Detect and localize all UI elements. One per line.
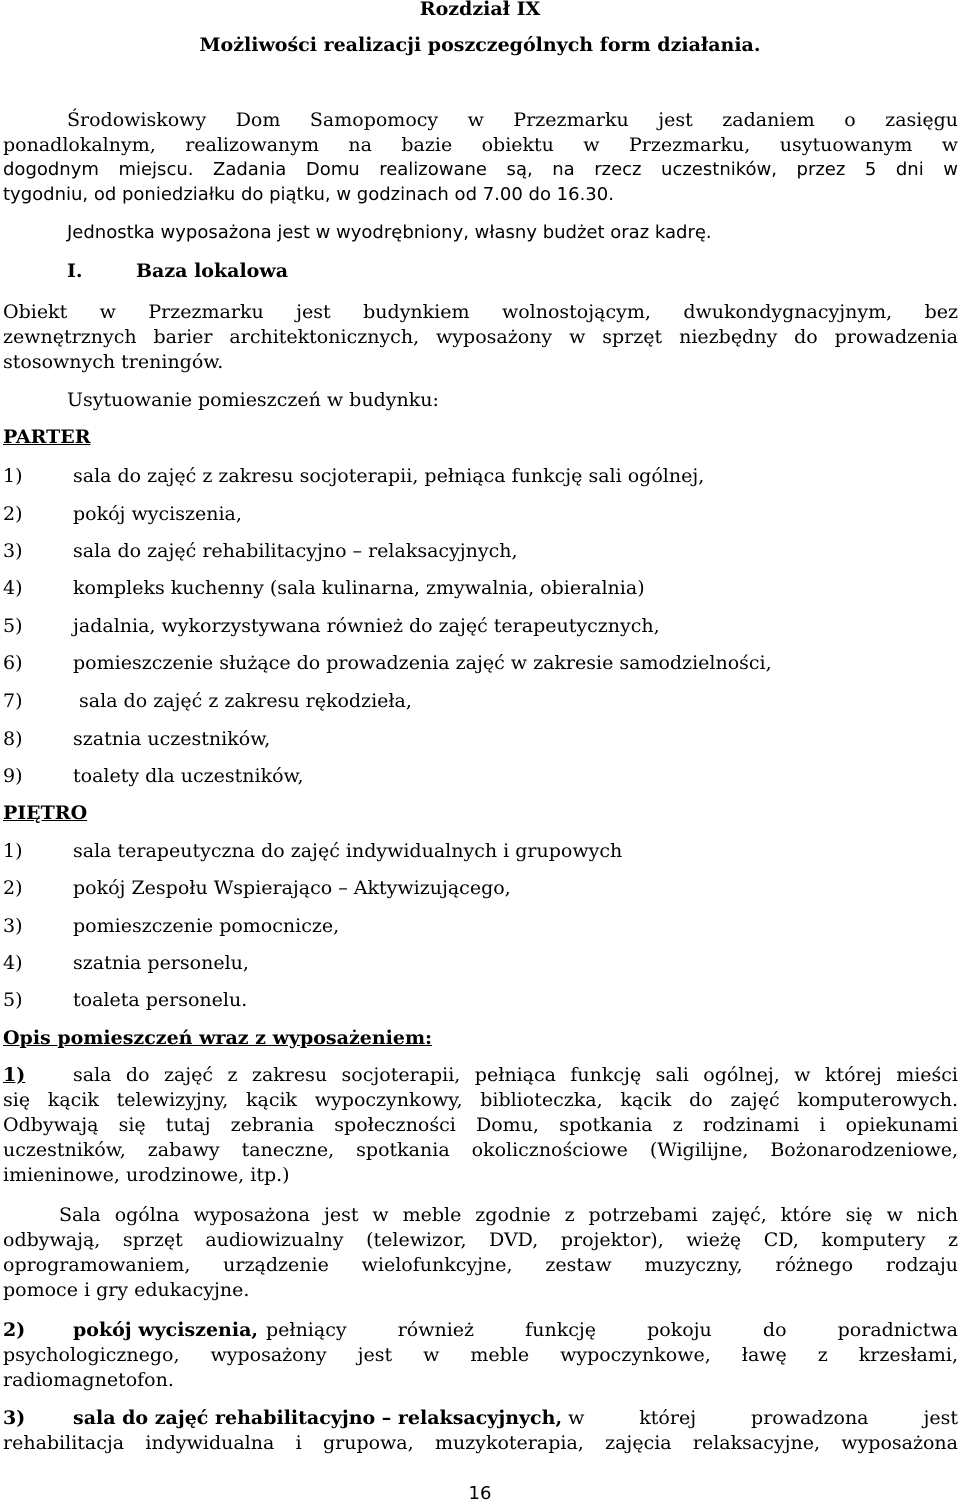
intro-line: dogodnym miejscu. Zadania Domu realizowane są, na rzecz uczestników, przez 5 dni w <box>3 159 958 180</box>
list-item: 5) jadalnia, wykorzystywana również do zajęć terapeutycznych, <box>3 615 660 637</box>
list-item: 7) sala do zajęć z zakresu rękodzieła, <box>3 690 412 712</box>
paragraph-line: pomoce i gry edukacyjne. <box>3 1279 250 1301</box>
page-number: 16 <box>468 1483 492 1504</box>
list-item: 4) kompleks kuchenny (sala kulinarna, zmywalnia, obieralnia) <box>3 577 645 599</box>
paragraph-line: Obiekt w Przezmarku jest budynkiem wolnostojącym, dwukondygnacyjnym, bez <box>3 301 958 323</box>
paragraph-line: zewnętrznych barier architektonicznych, wyposażony w sprzęt niezbędny do prowadzenia <box>3 326 958 348</box>
section-heading <box>67 259 960 284</box>
pietro-heading: PIĘTRO <box>3 802 88 824</box>
list-item: 3) sala do zajęć rehabilitacyjno – relaksacyjnych, <box>3 540 518 562</box>
paragraph-line: 3) sala do zajęć rehabilitacyjno – relaksacyjnych, w której prowadzona jest <box>3 1407 958 1429</box>
paragraph-line: rehabilitacja indywidualna i grupowa, muzykoterapia, zajęcia relaksacyjne, wyposażona <box>3 1432 958 1454</box>
list-item: 5) toaleta personelu. <box>3 989 248 1011</box>
item-number: 3) <box>3 1407 26 1429</box>
paragraph-line: Odbywają się tutaj zebrania społeczności Domu, spotkania z rodzinami i opiekunami <box>3 1114 958 1136</box>
paragraph-line: 1) sala do zajęć z zakresu socjoterapii, pełniąca funkcję sali ogólnej, w której mieści <box>3 1064 958 1086</box>
intro-line: Środowiskowy Dom Samopomocy w Przezmarku jest zadaniem o zasięgu <box>67 109 958 131</box>
list-item: 9) toalety dla uczestników, <box>3 765 304 787</box>
paragraph-line: uczestników, zabawy taneczne, spotkania okolicznościowe (Wigilijne, Bożonarodzeniowe, <box>3 1139 958 1161</box>
budget-line: Jednostka wyposażona jest w wyodrębniony, własny budżet oraz kadrę. <box>67 222 712 243</box>
paragraph-line: Sala ogólna wyposażona jest w meble zgodnie z potrzebami zajęć, które się w nich <box>59 1204 958 1226</box>
location-label: Usytuowanie pomieszczeń w budynku: <box>67 389 439 411</box>
list-item: 1) sala terapeutyczna do zajęć indywidualnych i grupowych <box>3 840 623 862</box>
paragraph-line: imieninowe, urodzinowe, itp.) <box>3 1164 290 1186</box>
list-item: 2) pokój Zespołu Wspierająco – Aktywizującego, <box>3 877 511 899</box>
parter-heading: PARTER <box>3 426 91 448</box>
paragraph-line: 2) pokój wyciszenia, pełniący również funkcję pokoju do poradnictwa <box>3 1319 958 1341</box>
list-item: 3) pomieszczenie pomocnicze, <box>3 915 340 937</box>
list-item: 2) pokój wyciszenia, <box>3 503 242 525</box>
intro-line: tygodniu, od poniedziałku do piątku, w godzinach od 7.00 do 16.30. <box>3 184 614 205</box>
chapter-subtitle: Możliwości realizacji poszczególnych form działania. <box>199 34 761 56</box>
list-item: 1) sala do zajęć z zakresu socjoterapii, pełniąca funkcję sali ogólnej, <box>3 465 705 487</box>
item-number: 2) <box>3 1319 26 1341</box>
opis-heading: Opis pomieszczeń wraz z wyposażeniem: <box>3 1027 433 1049</box>
paragraph-line: psychologicznego, wyposażony jest w meble wypoczynkowe, ławę z krzesłami, <box>3 1344 958 1366</box>
paragraph-line: oprogramowaniem, urządzenie wielofunkcyjne, zestaw muzyczny, różnego rodzaju <box>3 1254 958 1276</box>
chapter-heading: Rozdział IX <box>419 0 541 20</box>
paragraph-line: radiomagnetofon. <box>3 1369 174 1391</box>
list-item: 8) szatnia uczestników, <box>3 728 271 750</box>
list-item: 6) pomieszczenie służące do prowadzenia zajęć w zakresie samodzielności, <box>3 652 772 674</box>
intro-line: ponadlokalnym, realizowanym na bazie obiektu w Przezmarku, usytuowanym w <box>3 134 958 156</box>
section-number: I. <box>67 260 83 282</box>
paragraph-line: się kącik telewizyjny, kącik wypoczynkowy, biblioteczka, kącik do zajęć komputerowych. <box>3 1089 958 1111</box>
paragraph-line: stosownych treningów. <box>3 351 224 373</box>
section-title: Baza lokalowa <box>136 260 289 282</box>
item-number: 1) <box>3 1064 26 1086</box>
list-item: 4) szatnia personelu, <box>3 952 249 974</box>
paragraph-line: odbywają, sprzęt audiowizualny (telewizor, DVD, projektor), wieżę CD, komputery z <box>3 1229 958 1251</box>
